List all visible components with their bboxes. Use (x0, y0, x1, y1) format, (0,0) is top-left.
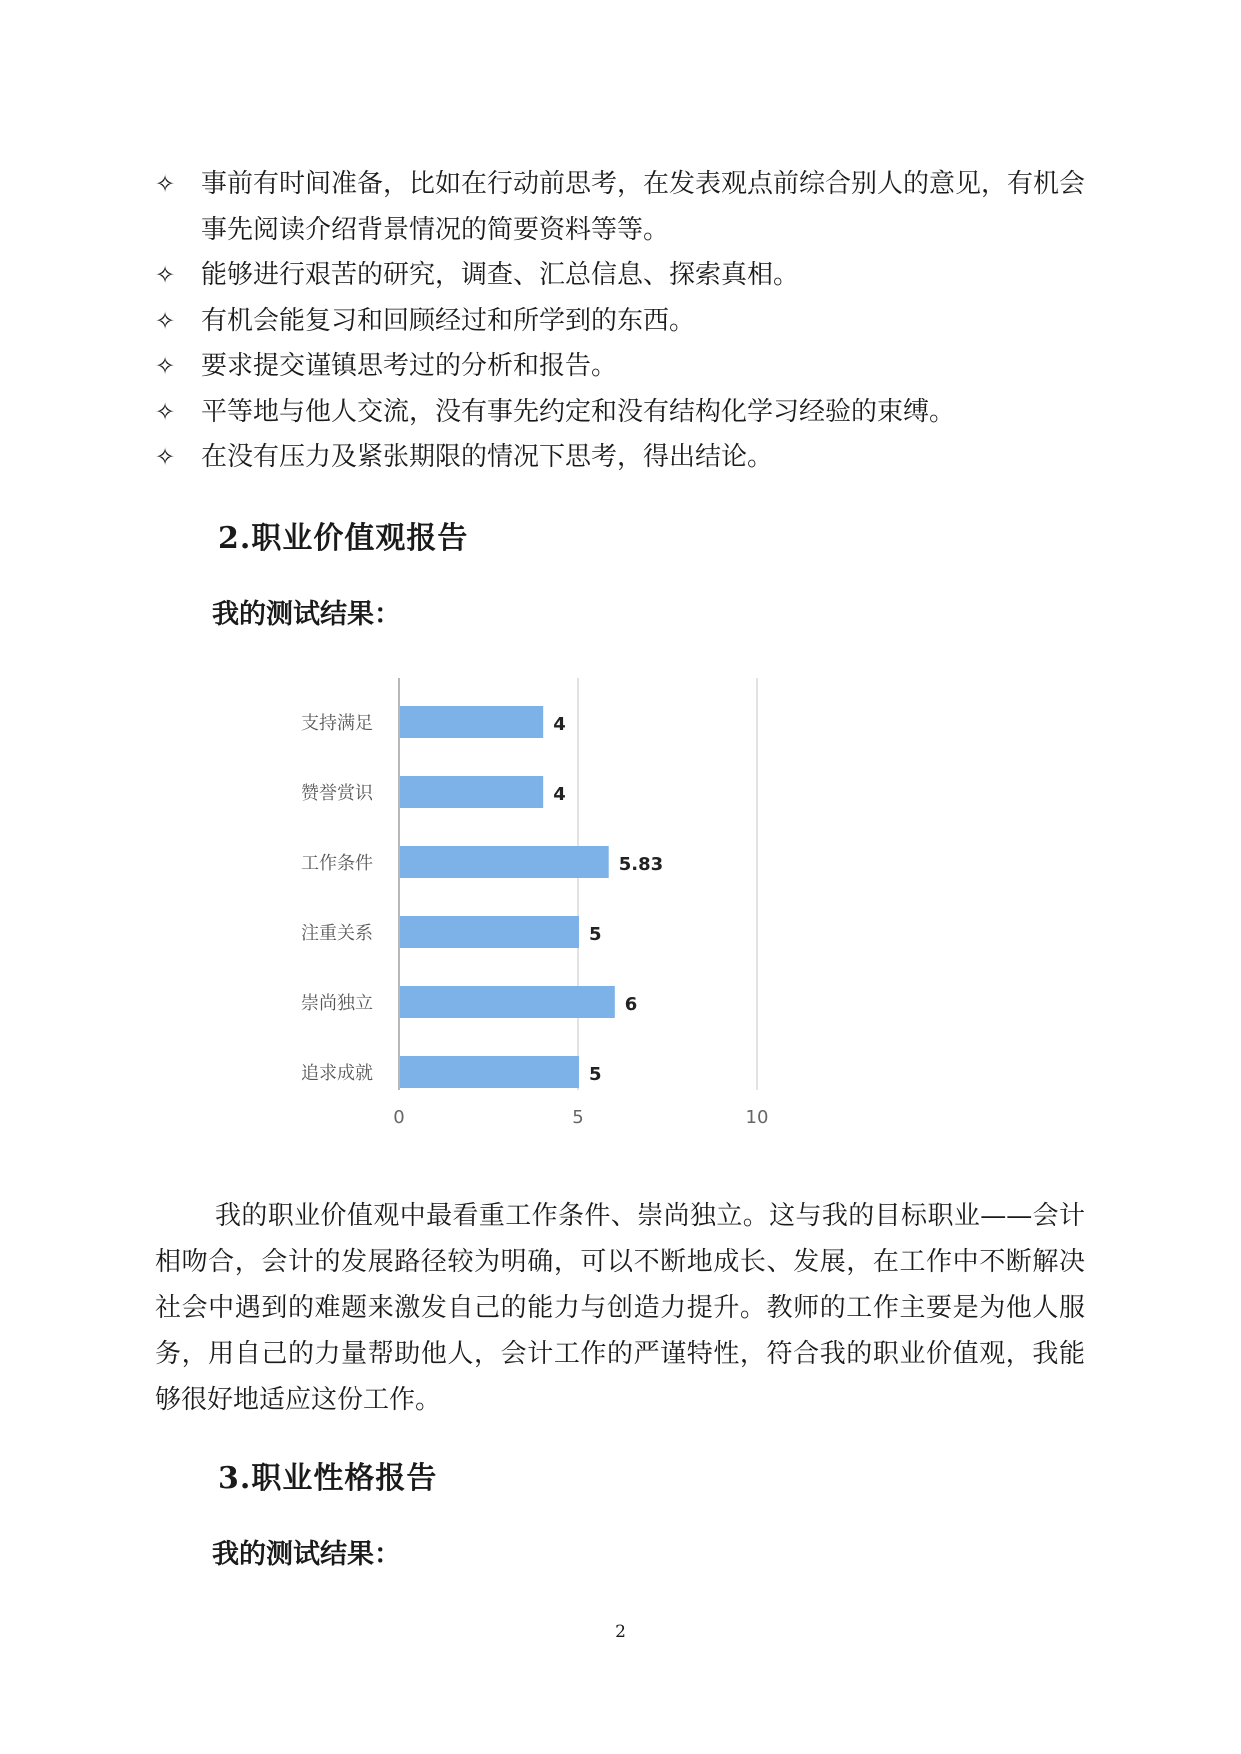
data-label: 4 (553, 714, 566, 735)
section-heading-values: 2.职业价值观报告 (218, 521, 469, 556)
x-tick-label: 0 (393, 1107, 405, 1128)
list-item (155, 435, 1095, 481)
list-item (155, 390, 1095, 436)
list-item (155, 299, 1095, 345)
category-label: 追求成就 (301, 1063, 373, 1084)
category-label: 支持满足 (301, 713, 373, 734)
category-label: 崇尚独立 (301, 993, 373, 1014)
data-label: 5 (589, 1064, 602, 1085)
list-item (155, 253, 1095, 299)
list-item-text: 在没有压力及紧张期限的情况下思考，得出结论。 (201, 442, 774, 472)
data-label: 6 (624, 994, 638, 1015)
category-label: 工作条件 (301, 853, 373, 874)
x-tick-label: 5 (572, 1107, 584, 1128)
sparkle-bullet-icon: ✧ (155, 170, 176, 198)
data-label: 4 (553, 784, 566, 805)
list-item-text: 有机会能复习和回顾经过和所学到的东西。 (201, 305, 696, 336)
body-paragraph: 我的职业价值观中最看重工作条件、崇尚独立。这与我的目标职业——会计相吻合，会计的发展路径较为明确，可以不断地成长、发展，在工作中不断解决社会中遇到的难题来激发自己的能力与创造力提升。教师的工作主要是为他人服务，用自己的力量帮助他人，会计工作的严谨特性，符合我的职业价值观，我能够很好地适应这份工作。 (155, 1201, 1085, 1415)
x-tick-label: 10 (745, 1107, 769, 1128)
sparkle-bullet-icon: ✧ (155, 352, 176, 380)
page-number: 2 (615, 1622, 626, 1642)
list-item (155, 162, 1095, 253)
bar (400, 916, 579, 948)
list-item-text: 能够进行艰苦的研究，调查、汇总信息、探索真相。 (201, 260, 800, 290)
bar (400, 846, 609, 878)
bar (400, 1056, 579, 1088)
sparkle-bullet-icon: ✧ (155, 443, 176, 471)
sparkle-bullet-icon: ✧ (155, 397, 176, 426)
section-heading-personality: 3.职业性格报告 (218, 1461, 438, 1496)
bar-chart-svg (270, 670, 790, 1150)
list-item-text: 平等地与他人交流，没有事先约定和没有结构化学习经验的束缚。 (201, 396, 956, 427)
data-label: 5 (589, 924, 602, 945)
bullet-list (155, 162, 1095, 481)
list-item-text: 事前有时间准备，比如在行动前思考，在发表观点前综合别人的意见，有机会事先阅读介绍背景情况的简要资料等等。 (201, 169, 1086, 245)
list-item-text: 要求提交谨镇思考过的分析和报告。 (201, 351, 618, 381)
test-result-label: 我的测试结果： (212, 1539, 401, 1570)
sparkle-bullet-icon: ✧ (155, 306, 176, 335)
test-result-label: 我的测试结果： (212, 599, 401, 630)
bar (400, 986, 615, 1018)
list-item (155, 344, 1095, 390)
values-bar-chart (270, 670, 790, 1150)
category-label: 赞誉赏识 (301, 783, 373, 804)
category-label: 注重关系 (301, 923, 373, 944)
bar (400, 776, 543, 808)
bar (400, 706, 543, 738)
data-label: 5.83 (618, 854, 664, 875)
sparkle-bullet-icon: ✧ (155, 261, 176, 289)
